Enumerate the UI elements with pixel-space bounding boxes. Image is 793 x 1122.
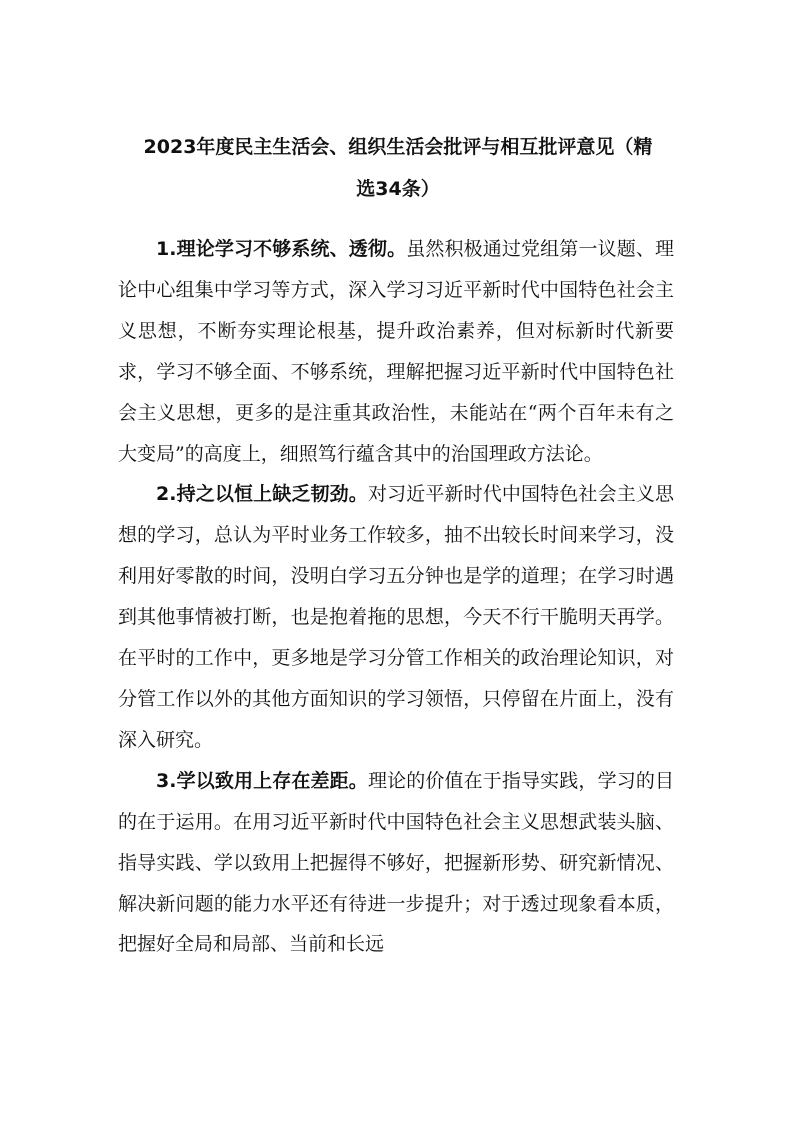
- paragraph-3-heading: 3.学以致用上存在差距。: [156, 769, 368, 792]
- paragraph-1: [118, 229, 674, 474]
- paragraph-1-text: 虽然积极通过党组第一议题、理论中心组集中学习等方式，深入学习习近平新时代中国特色社会主义思想，不断夯实理论根基，提升政治素养，但对标新时代新要求，学习不够全面、不够系统，理解把握习近平新时代中国特色社会主义思想，更多的是注重其政治性，未能站在“两个百年未有之大变局”的高度上，细照笃行蕴含其中的治国理政方法论。: [118, 238, 674, 465]
- document-body: [118, 229, 674, 965]
- paragraph-2-heading: 2.持之以恒上缺乏韧劲。: [156, 483, 368, 506]
- paragraph-2: [118, 474, 674, 760]
- paragraph-3: [118, 761, 674, 966]
- paragraph-2-text: 对习近平新时代中国特色社会主义思想的学习，总认为平时业务工作较多，抽不出较长时间来学习，没利用好零散的时间，没明白学习五分钟也是学的道理；在学习时遇到其他事情被打断，也是抱着拖的思想，今天不行干脆明天再学。在平时的工作中，更多地是学习分管工作相关的政治理论知识，对分管工作以外的其他方面知识的学习领悟，只停留在片面上，没有深入研究。: [118, 483, 674, 751]
- paragraph-3-text: 理论的价值在于指导实践，学习的目的在于运用。在用习近平新时代中国特色社会主义思想武装头脑、指导实践、学以致用上把握得不够好，把握新形势、研究新情况、解决新问题的能力水平还有待进一步提升；对于透过现象看本质，把握好全局和局部、当前和长远: [118, 769, 674, 956]
- paragraph-1-heading: 1.理论学习不够系统、透彻。: [156, 238, 407, 260]
- document-title-line-1: 2023年度民主生活会、组织生活会批评与相互批评意见（精: [143, 136, 653, 158]
- document-title-line-2: 选34条）: [356, 178, 440, 200]
